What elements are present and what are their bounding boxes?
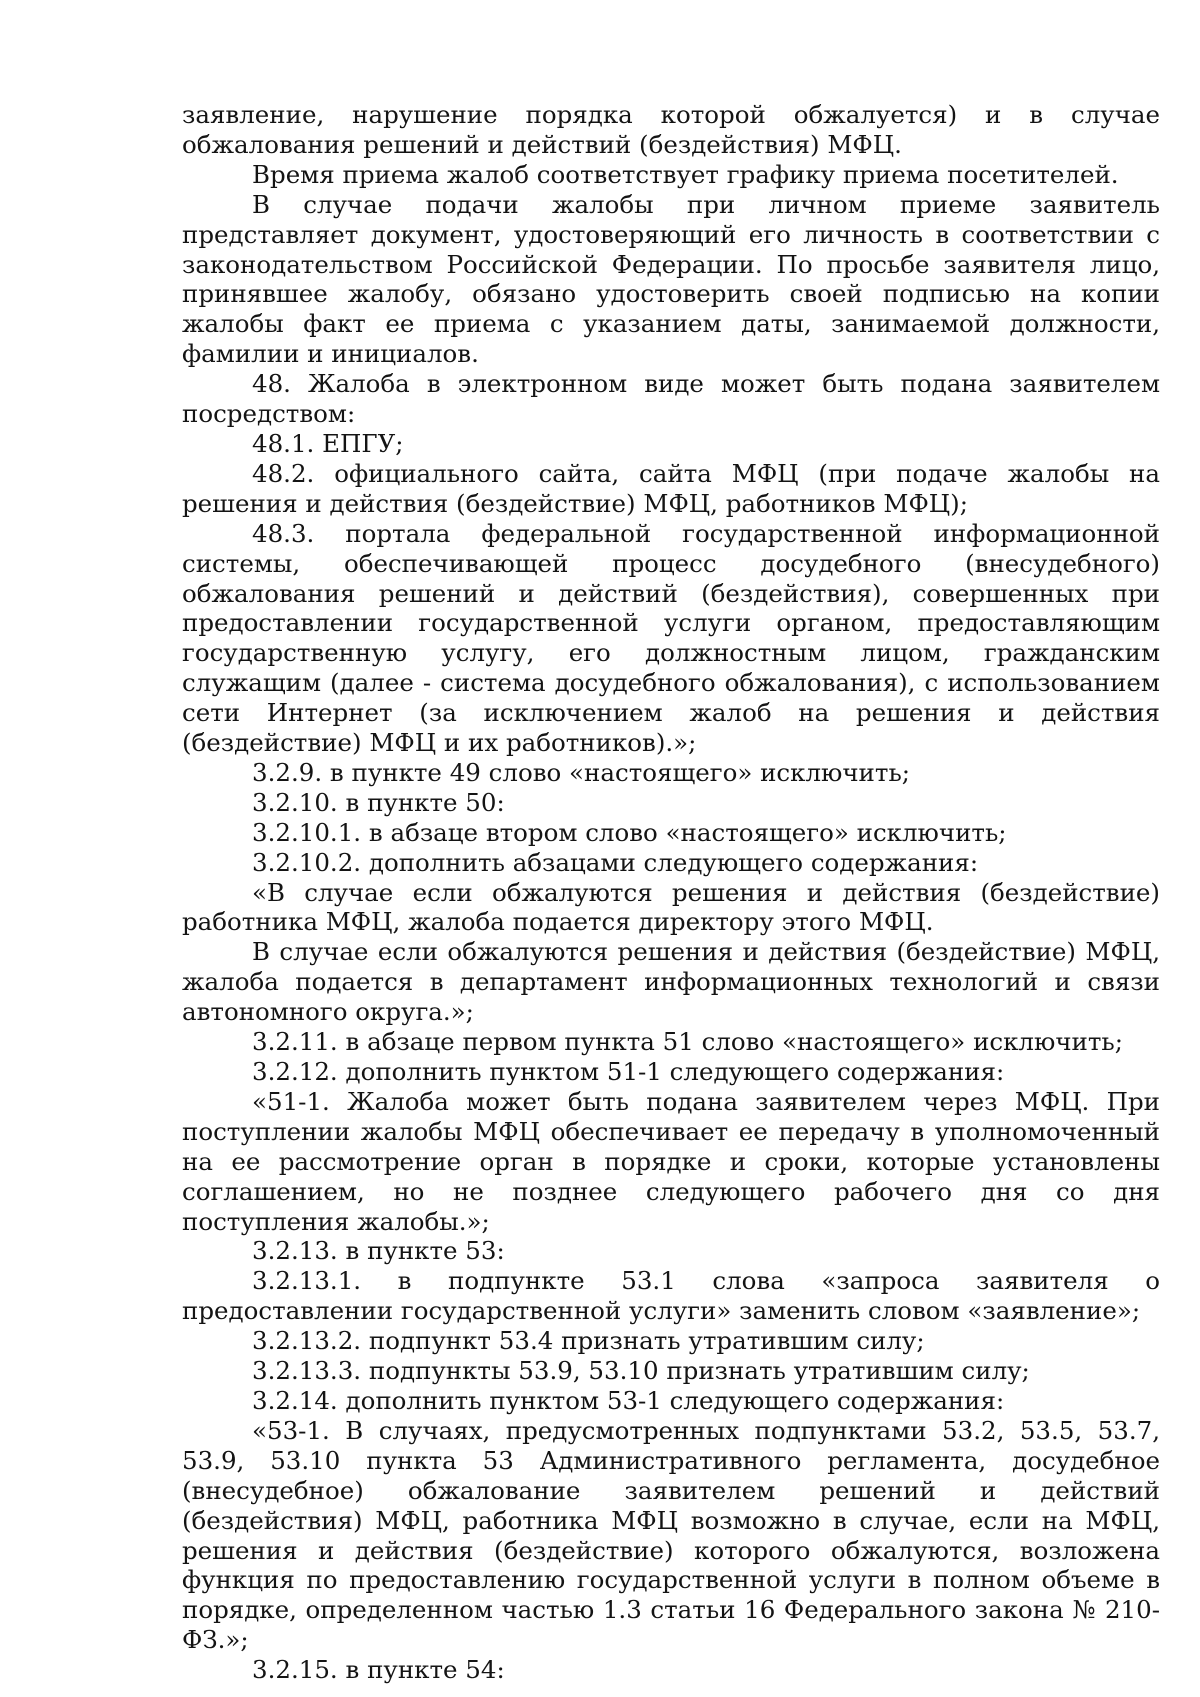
- paragraph-3-2-9: 3.2.9. в пункте 49 слово «настоящего» исключить;: [252, 757, 911, 787]
- paragraph-48-3: 48.3. портала федеральной государственной информационной системы, обеспечивающей процесс досудебного (внесудебного) обжалования решений и действий (бездействия), совершенных при предоставлении государственной услуги органом, предоставляющим государственную услугу, его должностным лицом, гражданским служащим (далее - система досудебного обжалования), с использованием сети Интернет (за исключением жалоб на решения и действия (бездействие) МФЦ и их работников).»;: [182, 518, 1160, 758]
- document-page: [182, 100, 1160, 1685]
- paragraph-3-2-10: 3.2.10. в пункте 50:: [252, 787, 505, 817]
- paragraph-quote-mfc: В случае если обжалуются решения и действия (бездействие) МФЦ, жалоба подается в департамент информационных технологий и связи автономного округа.»;: [182, 937, 1160, 1027]
- paragraph-3-2-12: 3.2.12. дополнить пунктом 51-1 следующего содержания:: [252, 1057, 1005, 1086]
- paragraph-continuation: заявление, нарушение порядка которой обжалуется) и в случае обжалования решений и действий (бездействия) МФЦ.: [182, 100, 1160, 159]
- paragraph-3-2-10-2: 3.2.10.2. дополнить абзацами следующего содержания:: [252, 847, 979, 877]
- paragraph-3-2-13-2: 3.2.13.2. подпункт 53.4 признать утратившим силу;: [252, 1326, 925, 1356]
- paragraph-personal-reception: В случае подачи жалобы при личном приеме заявитель представляет документ, удостоверяющий его личность в соответствии с законодательством Российской Федерации. По просьбе заявителя лицо, принявшее жалобу, обязано удостоверить своей подписью на копии жалобы факт ее приема с указанием даты, занимаемой должности, фамилии и инициалов.: [182, 189, 1160, 369]
- paragraph-3-2-13-3: 3.2.13.3. подпункты 53.9, 53.10 признать утратившим силу;: [252, 1356, 1030, 1386]
- paragraph-quote-worker: «В случае если обжалуются решения и действия (бездействие) работника МФЦ, жалоба подается директору этого МФЦ.: [182, 877, 1160, 937]
- paragraph-3-2-13: 3.2.13. в пункте 53:: [252, 1236, 505, 1266]
- paragraph-3-2-10-1: 3.2.10.1. в абзаце втором слово «настоящего» исключить;: [252, 817, 1007, 847]
- paragraph-48-2: 48.2. официального сайта, сайта МФЦ (при подаче жалобы на решения и действия (бездействие) МФЦ, работников МФЦ);: [182, 458, 1160, 518]
- paragraph-3-2-13-1: 3.2.13.1. в подпункте 53.1 слова «запроса заявителя о предоставлении государственной услуги» заменить словом «заявление»;: [182, 1266, 1160, 1326]
- paragraph-3-2-14: 3.2.14. дополнить пунктом 53-1 следующего содержания:: [252, 1385, 1005, 1415]
- paragraph-51-1: «51-1. Жалоба может быть подана заявителем через МФЦ. При поступлении жалобы МФЦ обеспечивает ее передачу в уполномоченный на ее рассмотрение орган в порядке и сроки, которые установлены соглашением, но не позднее следующего рабочего дня со дня поступления жалобы.»;: [182, 1086, 1160, 1236]
- paragraph-reception-time: Время приема жалоб соответствует графику приема посетителей.: [252, 159, 1119, 189]
- paragraph-48-1: 48.1. ЕПГУ;: [252, 428, 404, 458]
- paragraph-3-2-15: 3.2.15. в пункте 54:: [252, 1655, 505, 1685]
- paragraph-48: 48. Жалоба в электронном виде может быть подана заявителем посредством:: [182, 369, 1160, 429]
- paragraph-53-1: «53-1. В случаях, предусмотренных подпунктами 53.2, 53.5, 53.7, 53.9, 53.10 пункта 53 Административного регламента, досудебное (внесудебное) обжалование заявителем решений и действий (бездействия) МФЦ, работника МФЦ возможно в случае, если на МФЦ, решения и действия (бездействие) которого обжалуются, возложена функция по предоставлению государственной услуги в полном объеме в порядке, определенном частью 1.3 статьи 16 Федерального закона № 210-ФЗ.»;: [182, 1415, 1160, 1655]
- paragraph-3-2-11: 3.2.11. в абзаце первом пункта 51 слово «настоящего» исключить;: [252, 1027, 1123, 1057]
